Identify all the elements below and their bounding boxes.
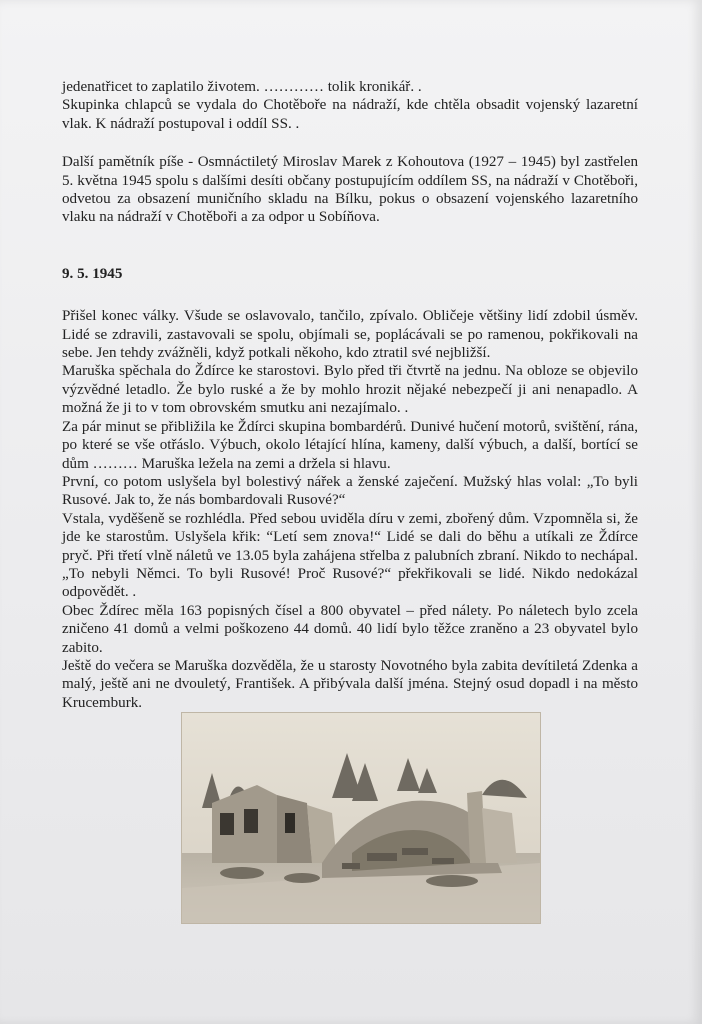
intro-line-1: jedenatřicet to zaplatilo životem. ………… tolik kronikář. . — [62, 79, 422, 95]
paragraph-bombers: Za pár minut se přibližila ke Ždírci skupina bombardérů. Dunivé hučení motorů, svištění, rána, po které se vše otřáslo. Výbuch, okolo létající hlína, kameny, další výbuch, a další, bortící se dům ……… Maruška ležela na zemi a držela si hlavu. — [62, 418, 638, 472]
intro-line-2: Skupinka chlapců se vydala do Chotěboře na nádraží, kde chtěla obsadit vojenský lazaretní vlak. K nádraží postupoval i oddíl SS. . — [62, 97, 638, 132]
document-body — [62, 78, 638, 712]
date-heading: 9. 5. 1945 — [62, 265, 123, 282]
paragraph-end-of-war: Přišel konec války. Všude se oslavovalo, tančilo, zpívalo. Obličeje většiny lidí zdobil úsměv. Lidé se zdravili, zastavovali se spolu, objímali se, poplácávali se po ramenou, pokřikovali na sebe. Jen tehdy zvážněli, když potkali někoho, kdo ztratil své nejbližší. — [62, 308, 638, 362]
witness-paragraph: Další pamětník píše - Osmnáctiletý Miroslav Marek z Kohoutova (1927 – 1945) byl zastřelen 5. května 1945 spolu s dalšími desíti občany postupujícím oddílem SS, na nádraží v Chotěboři, odvetou za obsazení muničního skladu na Bílku, pokus o obsazení vojenského lazaretního vlaku na nádraží v Chotěboři a za odpor u Sobíňova. — [62, 154, 638, 226]
paragraph-evening: Ještě do večera se Maruška dozvěděla, že u starosty Novotného byla zabita devítiletá Zdenka a malý, ještě ani ne dvouletý, František. A přibývala další jména. Stejný osud dopadl i na město Krucemburk. — [62, 657, 638, 711]
paragraph-first-heard: První, co potom uslyšela byl bolestivý nářek a ženské zaječení. Mužský hlas volal: „To byli Rusové. Jak to, že nás bombardovali Rusové?“ — [62, 473, 638, 509]
paragraph-she-stood-up: Vstala, vyděšeně se rozhlédla. Před sebou uviděla díru v zemi, zbořený dům. Vzpomněla si, že jde ke starostům. Uslyšela křik: “Letí sem znova!“ Lidé se dali do běhu a utíkali ze Ždírce pryč. Při třetí vlně náletů ve 13.05 byla zahájena střelba z palubních zbraní. Nikdo to nechápal. „To nebyli Němci. To byli Rusové! Proč Rusové?“ překřikovali se lidé. Nikdo nedokázal odpovědět. . — [62, 510, 638, 601]
ruined-house-photo — [181, 712, 541, 924]
ruined-house-photo-illustration — [182, 713, 540, 923]
paragraph-statistics: Obec Ždírec měla 163 popisných čísel a 800 obyvatel – před nálety. Po náletech bylo zcela zničeno 41 domů a velmi poškozeno 44 domů. 40 lidí bylo těžce zraněno a 23 obyvatel bylo zabito. — [62, 602, 638, 656]
paragraph-maruska-hurried: Maruška spěchala do Ždírce ke starostovi. Bylo před tři čtvrtě na jednu. Na obloze se objevilo výzvědné letadlo. Že bylo ruské a že by mohlo hrozit nějaké nebezpečí ji ani nenapadlo. A možná že ji to v tom obrovském smutku ani nezajímalo. . — [62, 363, 638, 417]
